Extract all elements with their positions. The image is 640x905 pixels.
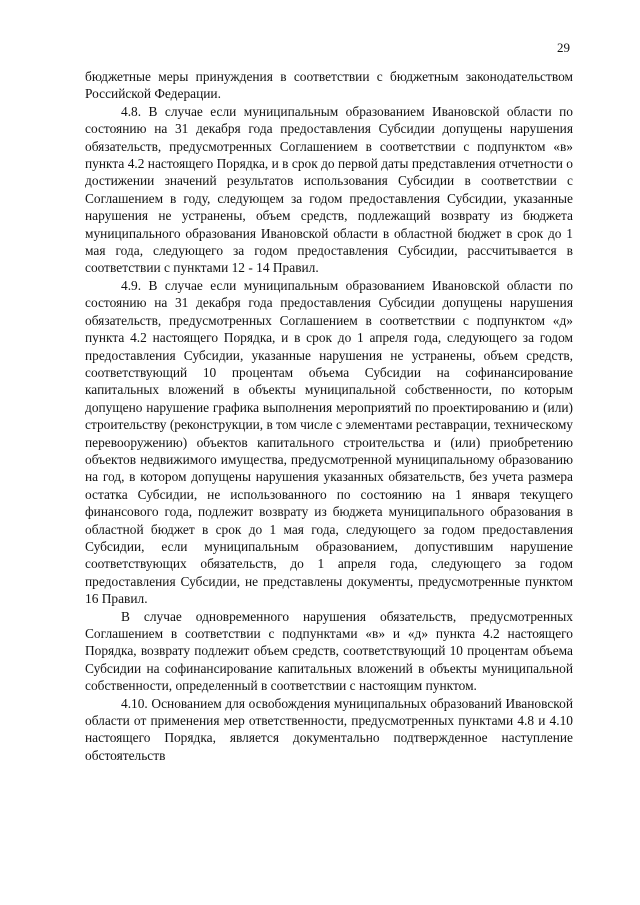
paragraph-continuation: бюджетные меры принуждения в соответствии с бюджетным законодательством Российской Федерации.	[85, 69, 573, 102]
paragraph-4-9: 4.9. В случае если муниципальным образованием Ивановской области по состоянию на 31 декабря года предоставления Субсидии допущены нарушения обязательств, предусмотренных Соглашением в соответствии с подпунктом «д» пункта 4.2 настоящего Порядка, и в срок до 1 апреля года, следующего за годом предоставления Субсидии, указанные нарушения не устранены, объем средств, соответствующий 10 процентам объема Субсидии на софинансирование капитальных вложений в объекты муниципальной собственности, по которым допущено нарушение графика выполнения мероприятий по проектированию и (или) строительству (реконструкции, в том числе с элементами реставрации, техническому перевооружению) объектов капитального строительства и (или) приобретению объектов недвижимого имущества, предусмотренной муниципальному образованию на год, в котором допущены нарушения указанных обязательств, без учета размера остатка Субсидии, не использованного по состоянию на 1 января текущего финансового года, подлежит возврату из бюджета муниципального образования в областной бюджет в срок до 1 мая года, следующего за годом предоставления Субсидии, если муниципальным образованием, допустившим нарушение соответствующих обязательств, до 1 апреля года, следующего за годом предоставления Субсидии, не представлены документы, предусмотренные пунктом 16 Правил.	[85, 277, 573, 607]
document-body	[85, 68, 573, 764]
paragraph-4-10: 4.10. Основанием для освобождения муниципальных образований Ивановской области от применения мер ответственности, предусмотренных пунктами 4.8 и 4.10 настоящего Порядка, является документально подтвержденное наступление обстоятельств	[85, 695, 573, 763]
paragraph-simultaneous-violation: В случае одновременного нарушения обязательств, предусмотренных Соглашением в соответствии с подпунктами «в» и «д» пункта 4.2 настоящего Порядка, возврату подлежит объем средств, соответствующий 10 процентам объема Субсидии на софинансирование капитальных вложений в объекты муниципальной собственности, определенный в соответствии с настоящим пунктом.	[85, 608, 573, 694]
paragraph-4-8: 4.8. В случае если муниципальным образованием Ивановской области по состоянию на 31 декабря года предоставления Субсидии допущены нарушения обязательств, предусмотренных Соглашением в соответствии с подпунктом «в» пункта 4.2 настоящего Порядка, и в срок до первой даты представления отчетности о достижении значений результатов использования Субсидии в соответствии с Соглашением в году, следующем за годом предоставления Субсидии, указанные нарушения не устранены, объем средств, подлежащий возврату из бюджета муниципального образования Ивановской области в областной бюджет в срок до 1 мая года, следующего за годом предоставления Субсидии, рассчитывается в соответствии с пунктами 12 - 14 Правил.	[85, 103, 573, 276]
page-number: 29	[557, 40, 570, 55]
